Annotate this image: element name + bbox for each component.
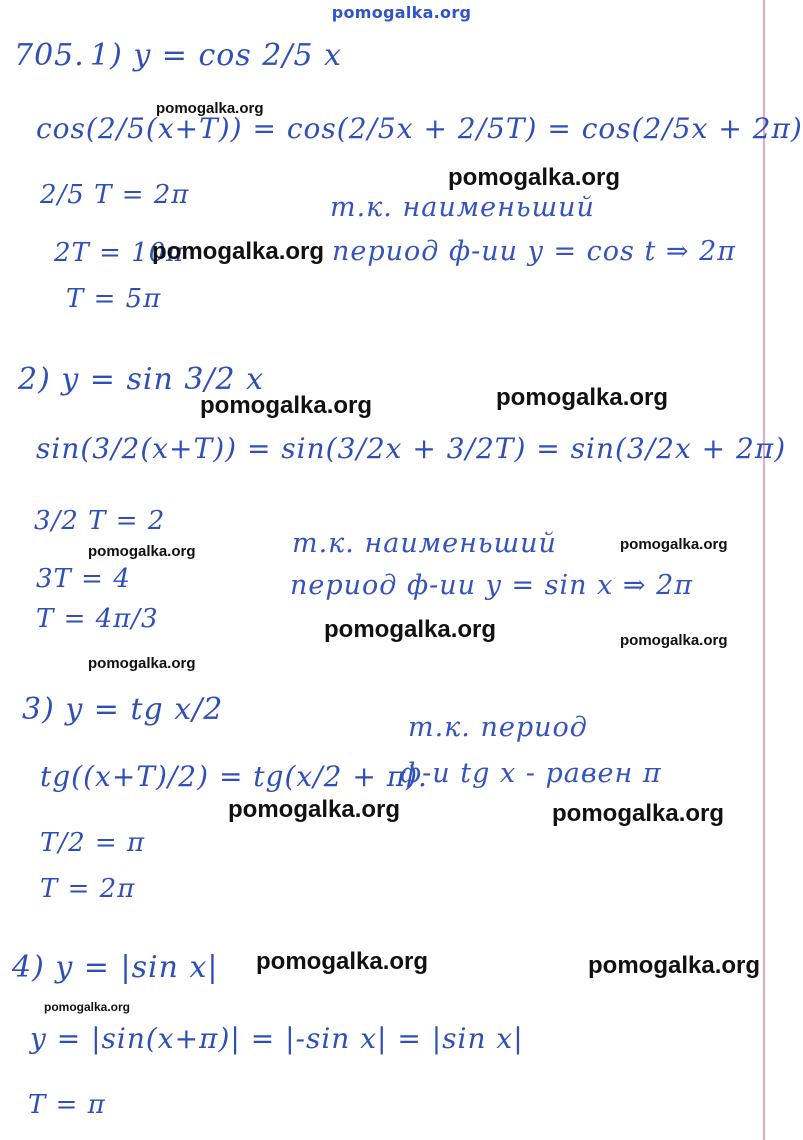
part2-step2: 3T = 4 xyxy=(36,564,131,594)
watermark: pomogalka.org xyxy=(200,392,373,419)
part3-note-line1: т.к. период xyxy=(408,712,588,743)
watermark: pomogalka.org xyxy=(496,384,669,411)
part1-step1: 2/5 T = 2π xyxy=(40,180,190,210)
watermark: pomogalka.org xyxy=(228,796,401,823)
part4-equation: y = |sin(x+π)| = |-sin x| = |sin x| xyxy=(30,1022,524,1055)
watermark: pomogalka.org xyxy=(152,238,325,265)
part2-note-line1: т.к. наименьший xyxy=(292,528,557,559)
watermark: pomogalka.org xyxy=(88,543,196,560)
margin-line xyxy=(763,0,765,1140)
part3-function: 3) y = tg x/2 xyxy=(22,692,224,727)
part1-step2: 2T = 10π xyxy=(54,238,185,268)
part3-step2: T = 2π xyxy=(40,874,136,904)
part1-note-line2: период ф-ии y = cos t ⇒ 2π xyxy=(332,236,737,267)
part1-equation: cos(2/5(x+T)) = cos(2/5x + 2/5T) = cos(2/5x + 2π) xyxy=(36,112,803,145)
part3-note-line2: ф-и tg x - равен π xyxy=(400,758,662,789)
watermark: pomogalka.org xyxy=(256,948,429,975)
part2-function: 2) y = sin 3/2 x xyxy=(18,362,265,397)
part2-step3: T = 4π/3 xyxy=(36,604,159,634)
watermark: pomogalka.org xyxy=(588,952,761,979)
watermark: pomogalka.org xyxy=(88,655,196,672)
part2-equation: sin(3/2(x+T)) = sin(3/2x + 3/2T) = sin(3/2x + 2π) xyxy=(36,432,787,465)
watermark: pomogalka.org xyxy=(620,632,728,649)
part2-note-line2: период ф-ии y = sin x ⇒ 2π xyxy=(290,570,694,601)
watermark: pomogalka.org xyxy=(44,1000,131,1014)
header-watermark: pomogalka.org xyxy=(331,3,472,22)
part1-note-line1: т.к. наименьший xyxy=(330,192,595,223)
part4-step1: T = π xyxy=(28,1090,106,1120)
problem-number: 705. xyxy=(14,38,85,73)
part1-function: 1) y = cos 2/5 x xyxy=(90,38,343,73)
part3-equation: tg((x+T)/2) = tg(x/2 + π). xyxy=(40,760,428,793)
watermark: pomogalka.org xyxy=(156,100,264,117)
watermark: pomogalka.org xyxy=(324,616,497,643)
part4-function: 4) y = |sin x| xyxy=(12,950,219,985)
watermark: pomogalka.org xyxy=(448,164,621,191)
part1-step3: T = 5π xyxy=(66,284,162,314)
watermark: pomogalka.org xyxy=(552,800,725,827)
part3-step1: T/2 = π xyxy=(40,828,146,858)
part2-step1: 3/2 T = 2 xyxy=(34,506,166,536)
watermark: pomogalka.org xyxy=(620,536,728,553)
